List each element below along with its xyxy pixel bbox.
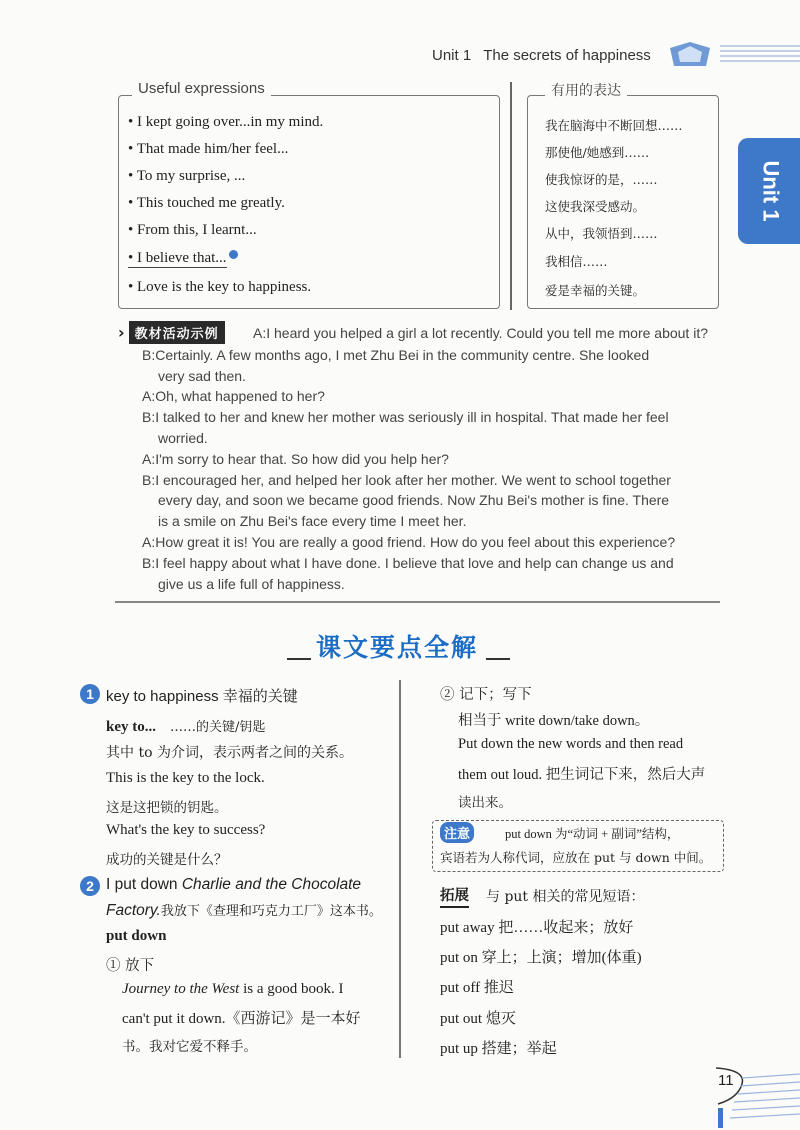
expand-item: put up 搭建；举起: [440, 1041, 557, 1057]
section-title: [290, 628, 478, 664]
dialogue-line: A:How great it is! You are really a good friend. How do you feel about this experience?: [142, 534, 676, 550]
unit-side-tab: [738, 138, 800, 244]
dialogue-line: give us a life full of happiness.: [158, 576, 345, 592]
point1-example1-cn: 这是这把锁的钥匙。: [106, 800, 228, 816]
expression-cn-7: 爱是幸福的关键。: [545, 283, 646, 298]
section-rule: [115, 601, 720, 603]
expand-tag: 拓展: [440, 884, 469, 908]
section-title-text: 课文要点全解: [316, 633, 479, 662]
dialogue-line: worried.: [158, 430, 208, 446]
expand-item: put away 把……收起来；放好: [440, 920, 634, 936]
title-dash-right: [486, 658, 510, 660]
point2-sense2-ex-b: them out loud. 把生词记下来，然后大声: [458, 767, 706, 783]
point2-sense2-ex-c: 读出来。: [458, 795, 512, 811]
header-unit: Unit 1: [432, 47, 472, 64]
expression-en-6: [128, 250, 238, 267]
page-number: 11: [718, 1072, 734, 1089]
point1-phrase-en: key to...: [106, 719, 156, 735]
activity-tag: 教材活动示例: [129, 321, 225, 344]
activity-label: [118, 321, 225, 343]
expression-en-1: • I kept going over...in my mind.: [128, 114, 324, 130]
expression-en-3: • To my surprise, ...: [128, 168, 246, 184]
point2-sense1-ex-a-text: is a good book. I: [239, 981, 344, 997]
point2-heading-italic: Charlie and the Chocolate: [181, 876, 362, 893]
point2-sense2-eq: 相当于 write down/take down。: [458, 713, 650, 729]
expression-cn-5: 从中，我领悟到……: [545, 226, 658, 241]
point-number-badge: 1: [80, 684, 100, 704]
header-decoration-icon: [660, 40, 800, 70]
point2-sense1-ex-italic: Journey to the West: [122, 981, 240, 997]
point2-sense2: ② 记下；写下: [440, 687, 532, 703]
dialogue-line: A:Oh, what happened to her?: [142, 388, 325, 404]
note-line-2: 宾语若为人称代词，应放在 put 与 down 中间。: [440, 850, 712, 865]
point2-sense1: ① 放下: [106, 958, 155, 974]
dialogue-line: very sad then.: [158, 368, 246, 384]
note-tag: 注意: [440, 822, 474, 843]
point1-example1-en: This is the key to the lock.: [106, 770, 265, 786]
useful-expressions-title: Useful expressions: [132, 80, 271, 97]
expression-en-6-text: • I believe that...: [128, 250, 227, 266]
point1-phrase: [106, 716, 265, 736]
audio-marker-icon: [229, 250, 238, 259]
point2-phrase: put down: [106, 928, 167, 944]
expression-en-2: • That made him/her feel...: [128, 141, 289, 157]
expression-cn-3: 使我惊讶的是，……: [545, 172, 658, 187]
dialogue-line: B:Certainly. A few months ago, I met Zhu Bei in the community centre. She looked: [142, 347, 650, 363]
dialogue-line: A:I heard you helped a girl a lot recently. Could you tell me more about it?: [253, 325, 708, 341]
header-title: The secrets of happiness: [483, 47, 651, 64]
dialogue-line: A:I'm sorry to hear that. So how did you help her?: [142, 451, 449, 467]
point2-heading-line2: [106, 900, 382, 920]
dialogue-line: B:I feel happy about what I have done. I believe that love and help can change us and: [142, 555, 674, 571]
dialogue-line: B:I talked to her and knew her mother was seriously ill in hospital. That made her feel: [142, 409, 669, 425]
point1-example2-en: What's the key to success?: [106, 822, 266, 838]
point1-phrase-cn: ……的关键/钥匙: [170, 720, 266, 735]
box-separator: [510, 82, 512, 310]
expand-item: put out 熄灭: [440, 1011, 516, 1027]
expression-en-4: • This touched me greatly.: [128, 195, 285, 211]
note-line-1: put down 为“动词 + 副词”结构，: [505, 827, 680, 841]
point-number-badge: 2: [80, 876, 100, 896]
expression-cn-2: 那使他/她感到……: [545, 145, 650, 160]
expand-item: put on 穿上；上演；增加(体重): [440, 950, 642, 966]
expression-cn-4: 这使我深受感动。: [545, 199, 646, 214]
chevron-right-icon: ›: [118, 322, 125, 342]
column-divider: [399, 680, 401, 1058]
point2-heading-line1: [106, 876, 361, 894]
expression-en-7: • Love is the key to happiness.: [128, 279, 312, 295]
point2-sense2-ex-a: Put down the new words and then read: [458, 736, 684, 752]
unit-tab-label: Unit 1: [758, 160, 784, 222]
dialogue-line: is a smile on Zhu Bei's face every time I meet her.: [158, 513, 467, 529]
point2-sense1-ex-b: can't put it down.《西游记》是一本好: [122, 1011, 361, 1027]
point1-note: 其中 to 为介词，表示两者之间的关系。: [106, 745, 353, 761]
point1-example2-cn: 成功的关键是什么？: [106, 852, 228, 868]
expression-cn-1: 我在脑海中不断回想……: [545, 118, 683, 133]
page-header: [432, 47, 651, 64]
point1-heading: key to happiness 幸福的关键: [106, 688, 298, 705]
point2-heading-a: I put down: [106, 876, 182, 893]
expression-en-5: • From this, I learnt...: [128, 222, 257, 238]
point2-heading-cn: 我放下《查理和巧克力工厂》这本书。: [160, 904, 382, 919]
expression-cn-6: 我相信……: [545, 254, 608, 269]
point2-heading-italic-b: Factory.: [106, 902, 161, 919]
expand-item: put off 推迟: [440, 980, 514, 996]
dialogue-line: B:I encouraged her, and helped her look after her mother. We went to school together: [142, 472, 671, 488]
chinese-expressions-title: 有用的表达: [545, 80, 627, 100]
expand-title: 与 put 相关的常见短语：: [486, 889, 645, 905]
dialogue-line: every day, and soon we became good friends. Now Zhu Bei's mother is fine. There: [158, 492, 670, 508]
point2-sense1-ex-c: 书。我对它爱不释手。: [122, 1039, 257, 1055]
point2-sense1-ex-a: [122, 981, 344, 998]
